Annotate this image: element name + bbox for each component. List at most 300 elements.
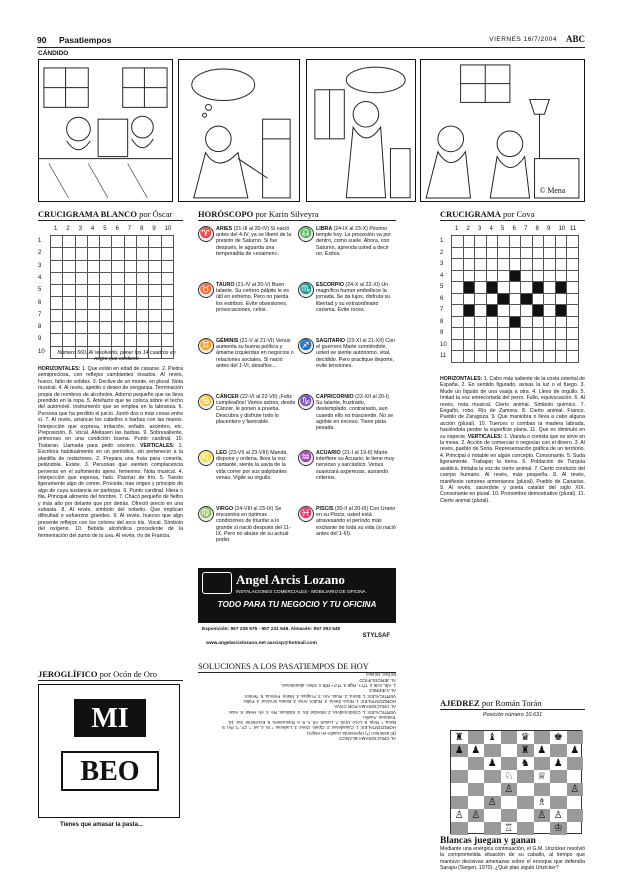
crossword-cell[interactable] bbox=[486, 270, 498, 282]
crossword-cell[interactable] bbox=[555, 305, 567, 317]
crossword-cell[interactable] bbox=[63, 236, 75, 248]
crossword-cell[interactable] bbox=[112, 285, 124, 297]
crossword-cell[interactable] bbox=[137, 309, 149, 321]
crossword-blank-cells[interactable] bbox=[50, 235, 174, 359]
crossword-cell[interactable] bbox=[521, 236, 533, 248]
chess-square-b1[interactable] bbox=[468, 822, 485, 835]
crossword-cell[interactable] bbox=[544, 316, 556, 328]
solution-line: HORIZONTALES: 1. Roca. Iberia. 2. Rubor. Ama. 3. Brasa. Encinar. 4. Falta. bbox=[243, 698, 396, 704]
chess-square-d6[interactable] bbox=[501, 757, 518, 770]
crossword-cell[interactable] bbox=[149, 309, 161, 321]
crossword-cell[interactable] bbox=[149, 236, 161, 248]
crossword-cell[interactable] bbox=[87, 334, 99, 346]
crossword-cell[interactable] bbox=[112, 297, 124, 309]
crossword-cell[interactable] bbox=[112, 309, 124, 321]
crossword-cell[interactable] bbox=[555, 282, 567, 294]
crossword-cell[interactable] bbox=[555, 339, 567, 351]
crossword-cell[interactable] bbox=[532, 270, 544, 282]
crossword-cova-cells[interactable] bbox=[451, 235, 579, 363]
chess-square-h1[interactable] bbox=[567, 822, 584, 835]
crossword-cell[interactable] bbox=[521, 270, 533, 282]
chess-square-a3[interactable] bbox=[451, 796, 468, 809]
crossword-cell[interactable] bbox=[463, 328, 475, 340]
chess-square-b3[interactable] bbox=[468, 796, 485, 809]
crossword-cell[interactable] bbox=[498, 316, 510, 328]
crossword-cell[interactable] bbox=[452, 282, 464, 294]
crossword-cell[interactable] bbox=[137, 272, 149, 284]
crossword-cova-title bbox=[440, 209, 585, 221]
crossword-cell[interactable] bbox=[63, 285, 75, 297]
chess-piece[interactable]: ♗ bbox=[537, 797, 547, 808]
crossword-cell[interactable] bbox=[137, 248, 149, 260]
crossword-cell[interactable] bbox=[51, 334, 63, 346]
crossword-cell[interactable] bbox=[544, 247, 556, 259]
crossword-cell[interactable] bbox=[63, 297, 75, 309]
crossword-cell[interactable] bbox=[509, 328, 521, 340]
chess-piece[interactable]: ♕ bbox=[537, 771, 547, 782]
crossword-cell[interactable] bbox=[100, 285, 112, 297]
crossword-cell[interactable] bbox=[161, 260, 173, 272]
crossword-cell[interactable] bbox=[544, 236, 556, 248]
crossword-cell[interactable] bbox=[75, 309, 87, 321]
chess-piece[interactable]: ♖ bbox=[504, 823, 514, 834]
crossword-cell[interactable] bbox=[475, 270, 487, 282]
crossword-cell[interactable] bbox=[161, 309, 173, 321]
crossword-cell[interactable] bbox=[51, 236, 63, 248]
crossword-cell[interactable] bbox=[509, 351, 521, 363]
chess-square-c7[interactable] bbox=[484, 744, 501, 757]
crossword-cell[interactable] bbox=[498, 328, 510, 340]
chess-piece[interactable]: ♙ bbox=[537, 810, 547, 821]
solution-line: AL AJEDREZ bbox=[369, 688, 396, 694]
crossword-cell[interactable] bbox=[161, 272, 173, 284]
horoscope-entry bbox=[198, 506, 296, 543]
chess-square-e2[interactable] bbox=[517, 809, 534, 822]
crossword-cell[interactable] bbox=[100, 309, 112, 321]
crossword-cell[interactable] bbox=[75, 260, 87, 272]
chess-square-h5[interactable] bbox=[567, 770, 584, 783]
crossword-cell[interactable] bbox=[137, 260, 149, 272]
chess-piece[interactable]: ♟ bbox=[487, 758, 497, 769]
crossword-cell[interactable] bbox=[124, 272, 136, 284]
crossword-cell[interactable] bbox=[567, 282, 579, 294]
crossword-cell[interactable] bbox=[475, 305, 487, 317]
crossword-cell[interactable] bbox=[124, 334, 136, 346]
chess-square-h3[interactable] bbox=[567, 796, 584, 809]
aquarius-icon: ♒ bbox=[298, 450, 314, 466]
chess-square-d8[interactable] bbox=[501, 731, 518, 744]
crossword-cell[interactable] bbox=[475, 259, 487, 271]
crossword-cell[interactable] bbox=[555, 270, 567, 282]
crossword-cell[interactable] bbox=[149, 260, 161, 272]
crossword-cell[interactable] bbox=[509, 339, 521, 351]
crossword-cell[interactable] bbox=[498, 270, 510, 282]
crossword-cell[interactable] bbox=[149, 322, 161, 334]
crossword-cell[interactable] bbox=[112, 260, 124, 272]
chess-piece[interactable]: ♛ bbox=[520, 732, 530, 743]
comic-panel-2 bbox=[178, 59, 300, 202]
crossword-cell[interactable] bbox=[452, 236, 464, 248]
crossword-cell[interactable] bbox=[463, 282, 475, 294]
crossword-cell[interactable] bbox=[51, 285, 63, 297]
chess-piece[interactable]: ♝ bbox=[487, 732, 497, 743]
crossword-cell[interactable] bbox=[486, 351, 498, 363]
crossword-cell[interactable] bbox=[567, 259, 579, 271]
crossword-cell[interactable] bbox=[521, 293, 533, 305]
chess-square-e3[interactable] bbox=[517, 796, 534, 809]
crossword-cell[interactable] bbox=[137, 297, 149, 309]
crossword-cell[interactable] bbox=[486, 293, 498, 305]
chess-square-h6[interactable] bbox=[567, 757, 584, 770]
chess-square-a6[interactable] bbox=[451, 757, 468, 770]
crossword-cell[interactable] bbox=[544, 293, 556, 305]
crossword-cell[interactable] bbox=[544, 259, 556, 271]
chess-board[interactable] bbox=[450, 730, 582, 834]
crossword-cell[interactable] bbox=[555, 328, 567, 340]
crossword-cell[interactable] bbox=[137, 334, 149, 346]
crossword-cell[interactable] bbox=[486, 247, 498, 259]
crossword-cell[interactable] bbox=[124, 322, 136, 334]
crossword-cell[interactable] bbox=[75, 248, 87, 260]
crossword-cell[interactable] bbox=[87, 272, 99, 284]
crossword-cell[interactable] bbox=[149, 285, 161, 297]
crossword-cell[interactable] bbox=[567, 328, 579, 340]
crossword-cell[interactable] bbox=[124, 309, 136, 321]
chess-square-e5[interactable] bbox=[517, 770, 534, 783]
crossword-cell[interactable] bbox=[87, 248, 99, 260]
crossword-cell[interactable] bbox=[137, 285, 149, 297]
crossword-cell[interactable] bbox=[100, 297, 112, 309]
crossword-cell[interactable] bbox=[463, 259, 475, 271]
ad-web[interactable]: www.angelarcislozano.net aarcisp@hotmail.com bbox=[206, 641, 317, 646]
horoscope-sign-name: LEO bbox=[216, 450, 229, 456]
crossword-cell[interactable] bbox=[63, 272, 75, 284]
crossword-cell[interactable] bbox=[486, 259, 498, 271]
crossword-cell[interactable] bbox=[87, 285, 99, 297]
crossword-cell[interactable] bbox=[161, 236, 173, 248]
crossword-cell[interactable] bbox=[75, 297, 87, 309]
crossword-cell[interactable] bbox=[452, 293, 464, 305]
crossword-cell[interactable] bbox=[452, 316, 464, 328]
crossword-cell[interactable] bbox=[87, 322, 99, 334]
crossword-cell[interactable] bbox=[161, 322, 173, 334]
chess-square-g5[interactable] bbox=[550, 770, 567, 783]
crossword-cell[interactable] bbox=[112, 322, 124, 334]
crossword-cell[interactable] bbox=[475, 328, 487, 340]
crossword-cell[interactable] bbox=[509, 247, 521, 259]
crossword-cell[interactable] bbox=[452, 259, 464, 271]
crossword-cell[interactable] bbox=[475, 339, 487, 351]
crossword-cell[interactable] bbox=[51, 297, 63, 309]
crossword-cell[interactable] bbox=[555, 316, 567, 328]
chess-square-a5[interactable] bbox=[451, 770, 468, 783]
crossword-cell[interactable] bbox=[75, 334, 87, 346]
chess-piece[interactable]: ♟ bbox=[537, 745, 547, 756]
chess-square-g7[interactable] bbox=[550, 744, 567, 757]
crossword-cell[interactable] bbox=[532, 351, 544, 363]
crossword-cell[interactable] bbox=[544, 305, 556, 317]
column-number: 4 bbox=[489, 226, 493, 232]
crossword-cell[interactable] bbox=[51, 248, 63, 260]
chess-piece[interactable]: ♔ bbox=[553, 823, 563, 834]
chess-piece[interactable]: ♟ bbox=[553, 758, 563, 769]
crossword-cell[interactable] bbox=[475, 293, 487, 305]
chess-square-f4[interactable] bbox=[534, 783, 551, 796]
crossword-cell[interactable] bbox=[87, 236, 99, 248]
crossword-cell[interactable] bbox=[63, 322, 75, 334]
chess-square-c2[interactable] bbox=[484, 809, 501, 822]
solution-line: 1. Af6, Cd6 2. Tf7+, Rg8 3. Th7+ Rf8 4. Dh6+ abandonan. bbox=[280, 682, 396, 688]
crossword-cell[interactable] bbox=[532, 259, 544, 271]
crossword-cell[interactable] bbox=[521, 305, 533, 317]
crossword-cell[interactable] bbox=[498, 339, 510, 351]
crossword-cell[interactable] bbox=[555, 351, 567, 363]
chess-piece[interactable]: ♙ bbox=[487, 797, 497, 808]
crossword-cell[interactable] bbox=[124, 285, 136, 297]
crossword-cell[interactable] bbox=[149, 297, 161, 309]
crossword-cell[interactable] bbox=[161, 285, 173, 297]
crossword-cell[interactable] bbox=[532, 247, 544, 259]
chess-square-e1[interactable] bbox=[517, 822, 534, 835]
crossword-cell[interactable] bbox=[509, 259, 521, 271]
crossword-cell[interactable] bbox=[137, 236, 149, 248]
chess-square-h2[interactable] bbox=[567, 809, 584, 822]
crossword-cell[interactable] bbox=[544, 351, 556, 363]
crossword-cell[interactable] bbox=[161, 248, 173, 260]
crossword-cell[interactable] bbox=[137, 322, 149, 334]
crossword-cell[interactable] bbox=[498, 259, 510, 271]
crossword-cell[interactable] bbox=[521, 351, 533, 363]
chess-piece[interactable]: ♙ bbox=[504, 784, 514, 795]
crossword-cell[interactable] bbox=[567, 270, 579, 282]
crossword-cell[interactable] bbox=[475, 282, 487, 294]
chess-square-d2[interactable] bbox=[501, 809, 518, 822]
crossword-cell[interactable] bbox=[51, 260, 63, 272]
crossword-cell[interactable] bbox=[51, 272, 63, 284]
crossword-cell[interactable] bbox=[486, 282, 498, 294]
crossword-cell[interactable] bbox=[567, 293, 579, 305]
crossword-cell[interactable] bbox=[567, 305, 579, 317]
crossword-cell[interactable] bbox=[463, 316, 475, 328]
crossword-cell[interactable] bbox=[509, 305, 521, 317]
crossword-cell[interactable] bbox=[521, 328, 533, 340]
crossword-cell[interactable] bbox=[532, 236, 544, 248]
crossword-cell[interactable] bbox=[555, 293, 567, 305]
chess-square-b4[interactable] bbox=[468, 783, 485, 796]
crossword-cell[interactable] bbox=[567, 247, 579, 259]
crossword-cell[interactable] bbox=[161, 297, 173, 309]
crossword-cell[interactable] bbox=[532, 305, 544, 317]
crossword-cell[interactable] bbox=[149, 248, 161, 260]
crossword-cell[interactable] bbox=[486, 236, 498, 248]
crossword-cell[interactable] bbox=[463, 351, 475, 363]
crossword-blank-title-bold: CRUCIGRAMA BLANCO bbox=[38, 209, 137, 219]
crossword-cell[interactable] bbox=[567, 236, 579, 248]
crossword-cell[interactable] bbox=[486, 305, 498, 317]
chess-square-a1[interactable] bbox=[451, 822, 468, 835]
chess-piece[interactable]: ♙ bbox=[454, 810, 464, 821]
crossword-cell[interactable] bbox=[87, 309, 99, 321]
chess-square-c5[interactable] bbox=[484, 770, 501, 783]
crossword-cell[interactable] bbox=[498, 293, 510, 305]
chess-square-c4[interactable] bbox=[484, 783, 501, 796]
chess-piece[interactable]: ♜ bbox=[520, 745, 530, 756]
crossword-cell[interactable] bbox=[124, 297, 136, 309]
crossword-cell[interactable] bbox=[100, 248, 112, 260]
row-number: 2 bbox=[440, 249, 444, 256]
crossword-cell[interactable] bbox=[452, 328, 464, 340]
crossword-cell[interactable] bbox=[100, 260, 112, 272]
crossword-cell[interactable] bbox=[521, 316, 533, 328]
chess-square-b5[interactable] bbox=[468, 770, 485, 783]
crossword-cell[interactable] bbox=[124, 236, 136, 248]
crossword-cell[interactable] bbox=[544, 282, 556, 294]
crossword-cell[interactable] bbox=[149, 272, 161, 284]
crossword-cell[interactable] bbox=[100, 236, 112, 248]
chess-square-g3[interactable] bbox=[550, 796, 567, 809]
chess-piece[interactable]: ♙ bbox=[570, 784, 580, 795]
crossword-cell[interactable] bbox=[555, 247, 567, 259]
horoscope-entry bbox=[198, 338, 296, 369]
crossword-cell[interactable] bbox=[63, 309, 75, 321]
crossword-cell[interactable] bbox=[463, 270, 475, 282]
crossword-cell[interactable] bbox=[544, 339, 556, 351]
chess-square-g4[interactable] bbox=[550, 783, 567, 796]
crossword-cell[interactable] bbox=[532, 316, 544, 328]
chess-square-c1[interactable] bbox=[484, 822, 501, 835]
chess-piece[interactable]: ♟ bbox=[454, 745, 464, 756]
crossword-cell[interactable] bbox=[87, 260, 99, 272]
crossword-cell[interactable] bbox=[124, 248, 136, 260]
crossword-cell[interactable] bbox=[63, 248, 75, 260]
horoscope-sign-text: Su talante, frustrado, destemplado, contrariado, aun cuando ello no trasciende. No se agobie en exceso. Tiene pista pesada. bbox=[316, 400, 394, 432]
crossword-cell[interactable] bbox=[100, 334, 112, 346]
crossword-cell[interactable] bbox=[567, 316, 579, 328]
crossword-cell[interactable] bbox=[51, 309, 63, 321]
crossword-cell[interactable] bbox=[521, 282, 533, 294]
chess-piece[interactable]: ♙ bbox=[471, 810, 481, 821]
crossword-cell[interactable] bbox=[486, 316, 498, 328]
crossword-cell[interactable] bbox=[544, 328, 556, 340]
crossword-cell[interactable] bbox=[532, 293, 544, 305]
crossword-cell[interactable] bbox=[555, 236, 567, 248]
crossword-cell[interactable] bbox=[124, 260, 136, 272]
crossword-cell[interactable] bbox=[498, 282, 510, 294]
crossword-cell[interactable] bbox=[509, 270, 521, 282]
crossword-cell[interactable] bbox=[544, 270, 556, 282]
crossword-cell[interactable] bbox=[486, 328, 498, 340]
crossword-cell[interactable] bbox=[100, 272, 112, 284]
crossword-cell[interactable] bbox=[112, 248, 124, 260]
crossword-cell[interactable] bbox=[63, 260, 75, 272]
crossword-cell[interactable] bbox=[463, 339, 475, 351]
chess-square-a4[interactable] bbox=[451, 783, 468, 796]
chess-square-f8[interactable] bbox=[534, 731, 551, 744]
crossword-cell[interactable] bbox=[532, 328, 544, 340]
crossword-cell[interactable] bbox=[475, 316, 487, 328]
crossword-cell[interactable] bbox=[521, 259, 533, 271]
chess-piece[interactable]: ♙ bbox=[553, 810, 563, 821]
crossword-cell[interactable] bbox=[532, 339, 544, 351]
chess-piece[interactable]: ♟ bbox=[570, 745, 580, 756]
crossword-cell[interactable] bbox=[532, 282, 544, 294]
chess-square-f1[interactable] bbox=[534, 822, 551, 835]
crossword-cell[interactable] bbox=[100, 322, 112, 334]
crossword-cell[interactable] bbox=[475, 247, 487, 259]
crossword-cell[interactable] bbox=[509, 316, 521, 328]
crossword-cell[interactable] bbox=[498, 351, 510, 363]
crossword-cell[interactable] bbox=[452, 247, 464, 259]
crossword-cova-grid[interactable] bbox=[440, 226, 585, 359]
crossword-cell[interactable] bbox=[555, 259, 567, 271]
crossword-cell[interactable] bbox=[112, 236, 124, 248]
crossword-cell[interactable] bbox=[112, 272, 124, 284]
crossword-cell[interactable] bbox=[463, 305, 475, 317]
crossword-cell[interactable] bbox=[509, 293, 521, 305]
advertisement[interactable] bbox=[198, 568, 396, 656]
crossword-cell[interactable] bbox=[87, 297, 99, 309]
chess-piece[interactable]: ♚ bbox=[553, 732, 563, 743]
crossword-cell[interactable] bbox=[161, 334, 173, 346]
crossword-cell[interactable] bbox=[452, 351, 464, 363]
crossword-cell[interactable] bbox=[521, 247, 533, 259]
chess-square-d7[interactable] bbox=[501, 744, 518, 757]
chess-square-e4[interactable] bbox=[517, 783, 534, 796]
crossword-cell[interactable] bbox=[509, 236, 521, 248]
chess-square-b6[interactable] bbox=[468, 757, 485, 770]
crossword-cell[interactable] bbox=[75, 285, 87, 297]
crossword-cell[interactable] bbox=[51, 322, 63, 334]
chess-piece[interactable]: ♞ bbox=[520, 758, 530, 769]
crossword-cell[interactable] bbox=[498, 236, 510, 248]
crossword-cell[interactable] bbox=[463, 236, 475, 248]
crossword-blank-grid[interactable] bbox=[38, 226, 183, 366]
crossword-cell[interactable] bbox=[452, 305, 464, 317]
chess-piece[interactable]: ♘ bbox=[504, 771, 514, 782]
crossword-cell[interactable] bbox=[452, 270, 464, 282]
crossword-cell[interactable] bbox=[452, 339, 464, 351]
crossword-cell[interactable] bbox=[475, 351, 487, 363]
crossword-cell[interactable] bbox=[521, 339, 533, 351]
chess-title-bold: AJEDREZ bbox=[440, 698, 480, 708]
crossword-cell[interactable] bbox=[486, 339, 498, 351]
comic-title: CÁNDIDO bbox=[38, 50, 69, 57]
crossword-cell[interactable] bbox=[498, 247, 510, 259]
crossword-cell[interactable] bbox=[567, 351, 579, 363]
crossword-cell[interactable] bbox=[112, 334, 124, 346]
chess-square-h8[interactable] bbox=[567, 731, 584, 744]
crossword-cell[interactable] bbox=[509, 282, 521, 294]
row-number: 8 bbox=[440, 318, 444, 325]
crossword-cell[interactable] bbox=[463, 247, 475, 259]
crossword-cell[interactable] bbox=[567, 339, 579, 351]
chess-square-b8[interactable] bbox=[468, 731, 485, 744]
chess-piece[interactable]: ♜ bbox=[454, 732, 464, 743]
chess-piece[interactable]: ♟ bbox=[471, 745, 481, 756]
chess-square-f6[interactable] bbox=[534, 757, 551, 770]
crossword-cell[interactable] bbox=[463, 293, 475, 305]
crossword-cell[interactable] bbox=[149, 334, 161, 346]
aries-icon: ♈ bbox=[198, 226, 214, 242]
crossword-cell[interactable] bbox=[75, 322, 87, 334]
crossword-cell[interactable] bbox=[63, 334, 75, 346]
crossword-cell[interactable] bbox=[75, 236, 87, 248]
solution-line: HORIZONTALES: 1. Casaderas. 2. Ópalo. Oniul. 3. Laderas. * Si. 4. arr. *. O*. *l. Pin. 5. bbox=[221, 725, 396, 731]
chess-square-d3[interactable] bbox=[501, 796, 518, 809]
crossword-cell[interactable] bbox=[475, 236, 487, 248]
crossword-cell[interactable] bbox=[498, 305, 510, 317]
crossword-cell[interactable] bbox=[75, 272, 87, 284]
